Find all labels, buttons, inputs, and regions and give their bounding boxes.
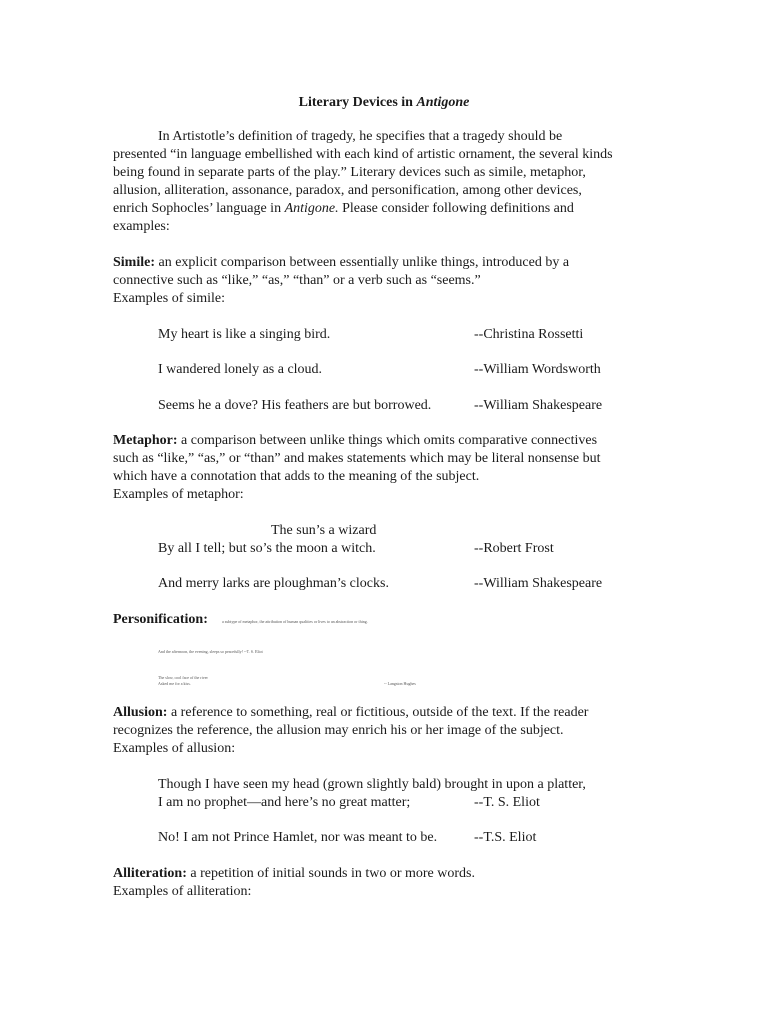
intro-line-1: In Artistotle’s definition of tragedy, he specifies that a tragedy should be [158,129,563,144]
metaphor-definition-3: which have a connotation that adds to the meaning of the subject. [113,469,480,484]
allusion-example-2-author: --T.S. Eliot [474,830,537,845]
simile-example-author: --William Shakespeare [474,398,603,413]
intro-line-3: being found in separate parts of the play.” Literary devices such as simile, metaphor, [113,165,586,180]
simile-examples-label: Examples of simile: [113,291,225,306]
intro-line-2: presented “in language embellished with each kind of artistic ornament, the several kinds [113,147,613,162]
allusion-example-1-author: --T. S. Eliot [474,795,540,810]
personification-example-2-author: -- Langston Hughes [384,681,416,686]
simile-example-quote: Seems he a dove? His feathers are but borrowed. [158,398,432,413]
allusion-examples-label: Examples of allusion: [113,741,236,756]
simile-definition: Simile: an explicit comparison between essentially unlike things, introduced by a [113,255,570,270]
personification-term: Personification: [113,612,208,627]
metaphor-definition: Metaphor: a comparison between unlike things which omits comparative connectives [113,433,598,448]
metaphor-example-2-author: --William Shakespeare [474,576,603,591]
allusion-definition: Allusion: a reference to something, real or fictitious, outside of the text. If the reader [113,705,589,720]
intro-line-5: enrich Sophocles’ language in Antigone. Please consider following definitions and [113,201,574,216]
metaphor-example-1-line-1: The sun’s a wizard [271,523,377,538]
personification-example-2-line-2: Asked me for a kiss. [158,681,191,686]
allusion-example-1-line-1: Though I have seen my head (grown slightly bald) brought in upon a platter, [158,777,586,792]
metaphor-example-1-author: --Robert Frost [474,541,554,556]
metaphor-examples-label: Examples of metaphor: [113,487,244,502]
simile-example-author: --Christina Rossetti [474,327,584,342]
allusion-example-1-line-2: I am no prophet—and here’s no great matter; [158,795,411,810]
alliteration-definition: Alliteration: a repetition of initial sounds in two or more words. [113,866,475,881]
document-title: Literary Devices in Antigone [298,95,470,110]
allusion-example-2: No! I am not Prince Hamlet, nor was meant to be. [158,830,438,845]
allusion-definition-2: recognizes the reference, the allusion may enrich his or her image of the subject. [113,723,564,738]
allusion-term: Allusion: [113,705,168,720]
alliteration-term: Alliteration: [113,866,187,881]
metaphor-example-2: And merry larks are ploughman’s clocks. [158,576,389,591]
personification-example-1: And the afternoon, the evening, sleeps so peacefully! --T. S. Eliot [158,649,263,654]
metaphor-term: Metaphor: [113,433,178,448]
personification-definition: a subtype of metaphor, the attribution of human qualities or lives to an abstraction or thing. [222,619,368,624]
simile-example-quote: My heart is like a singing bird. [158,327,331,342]
alliteration-examples-label: Examples of alliteration: [113,884,252,899]
intro-line-4: allusion, alliteration, assonance, paradox, and personification, among other devices, [113,183,582,198]
simile-example-author: --William Wordsworth [474,362,601,377]
personification-example-2-line-1: The slow, cool face of the river [158,675,208,680]
metaphor-definition-2: such as “like,” “as,” or “than” and makes statements which may be literal nonsense but [113,451,601,466]
title-italic: Antigone [416,95,470,110]
intro-line-6: examples: [113,219,170,234]
metaphor-example-1-line-2: By all I tell; but so’s the moon a witch. [158,541,376,556]
simile-example-quote: I wandered lonely as a cloud. [158,362,323,377]
simile-term: Simile: [113,255,155,270]
simile-definition-2: connective such as “like,” “as,” “than” or a verb such as “seems.” [113,273,481,288]
